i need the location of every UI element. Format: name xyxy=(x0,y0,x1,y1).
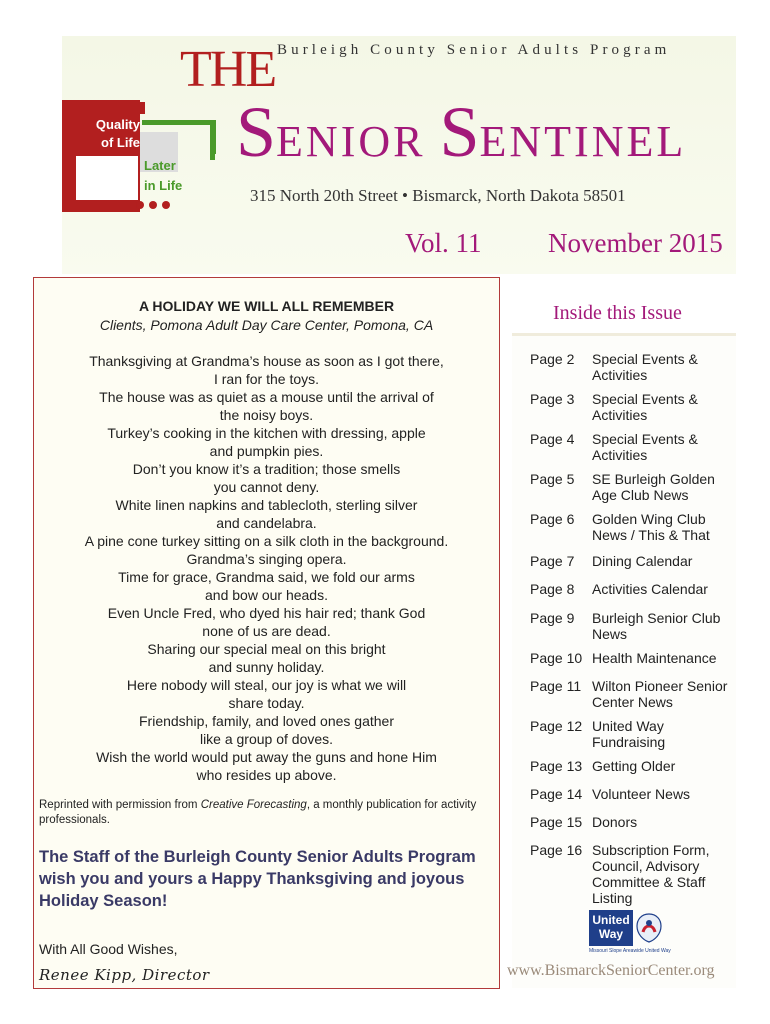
toc-desc: SE Burleigh Golden Age Club News xyxy=(592,471,715,503)
poem-line: and sunny holiday. xyxy=(208,659,325,675)
volume-number: Vol. 11 xyxy=(405,228,482,258)
toc-page: Page 3 xyxy=(530,391,575,407)
poem-line: Grandma’s singing opera. xyxy=(186,551,347,567)
toc-desc: United Way Fundraising xyxy=(592,718,666,750)
poem-line: Sharing our special meal on this bright xyxy=(147,641,386,657)
poem-line: and candelabra. xyxy=(216,515,317,531)
title-initial-s: S xyxy=(236,92,277,172)
program-logo xyxy=(62,100,222,215)
poem-line: the noisy boys. xyxy=(219,407,314,423)
poem-line: Time for grace, Grandma said, we fold our arms xyxy=(118,569,415,585)
toc-page: Page 5 xyxy=(530,471,575,487)
poem-line: Wish the world would put away the guns and hone Him xyxy=(96,749,437,765)
toc-desc: Donors xyxy=(592,814,638,830)
closing-line: With All Good Wishes, xyxy=(39,941,178,957)
toc-desc: Special Events & Activities xyxy=(592,431,698,463)
united-way-wordmark: United Way xyxy=(589,910,633,946)
toc-item xyxy=(530,758,736,774)
toc-page: Page 7 xyxy=(530,553,575,569)
title-word-entinel: ENTINEL xyxy=(479,117,687,166)
toc-item xyxy=(530,610,736,642)
toc-item xyxy=(530,678,736,710)
logo-white-block xyxy=(76,156,138,200)
united-way-hand-icon xyxy=(635,912,663,944)
staff-message: The Staff of the Burleigh County Senior Adults Program wish you and yours a Happy Thanksgiving and joyous Holiday Season! xyxy=(39,848,476,910)
poem-line: Turkey’s cooking in the kitchen with dressing, apple xyxy=(107,425,426,441)
address: 315 North 20th Street • Bismarck, North Dakota 58501 xyxy=(250,186,626,205)
website-link[interactable]: www.BismarckSeniorCenter.org xyxy=(507,962,715,979)
toc-desc: Wilton Pioneer Senior Center News xyxy=(592,678,728,710)
toc-desc: Getting Older xyxy=(592,758,676,774)
united-way-caption: Missouri Slope Areawide United Way xyxy=(589,948,671,954)
toc-page: Page 6 xyxy=(530,511,575,527)
logo-later-text: Later in Life xyxy=(144,158,183,193)
toc-page: Page 14 xyxy=(530,786,583,802)
toc-page: Page 9 xyxy=(530,610,575,626)
toc-item xyxy=(530,471,736,503)
poem-line: Thanksgiving at Grandma’s house as soon as I got there, xyxy=(89,353,444,369)
toc-item xyxy=(530,511,736,543)
toc-page: Page 10 xyxy=(530,650,583,666)
toc-desc: Special Events & Activities xyxy=(592,351,698,383)
toc-page: Page 16 xyxy=(530,842,583,858)
program-name: Burleigh County Senior Adults Program xyxy=(277,42,671,58)
toc-desc: Volunteer News xyxy=(592,786,691,802)
poem-line: Don’t you know it’s a tradition; those smells xyxy=(132,461,401,477)
toc-item xyxy=(530,391,736,423)
poem-body xyxy=(34,352,499,784)
poem-line: A pine cone turkey sitting on a silk cloth in the background. xyxy=(84,533,449,549)
article-title: A HOLIDAY WE WILL ALL REMEMBER xyxy=(138,298,395,314)
poem-line: Here nobody will steal, our joy is what we will xyxy=(126,677,407,693)
poem-line: none of us are dead. xyxy=(202,623,331,639)
poem-line: White linen napkins and tablecloth, sterling silver xyxy=(115,497,418,513)
toc-desc: Golden Wing Club News / This & That xyxy=(592,511,710,543)
poem-line: Friendship, family, and loved ones gather xyxy=(139,713,394,729)
poem-line: and bow our heads. xyxy=(205,587,328,603)
toc-page: Page 2 xyxy=(530,351,575,367)
title-initial-s2: S xyxy=(439,92,480,172)
issue-date: November 2015 xyxy=(548,228,723,258)
poem-line: I ran for the toys. xyxy=(213,371,320,387)
toc-desc: Burleigh Senior Club News xyxy=(592,610,721,642)
article-byline: Clients, Pomona Adult Day Care Center, Pomona, CA xyxy=(99,317,434,333)
title-word-enior: ENIOR xyxy=(276,117,426,166)
toc-page: Page 15 xyxy=(530,814,583,830)
toc-item xyxy=(530,650,736,666)
logo-dots xyxy=(136,201,170,209)
article-panel xyxy=(33,277,500,989)
toc-item xyxy=(530,814,736,830)
toc-item xyxy=(530,553,736,569)
title-the: THE xyxy=(180,41,276,98)
signature: Renee Kipp, Director xyxy=(39,966,210,984)
toc-item xyxy=(530,351,736,383)
logo-green-frame xyxy=(142,120,216,154)
poem-line: share today. xyxy=(228,695,305,711)
poem-line: like a group of doves. xyxy=(199,731,334,747)
sidebar-title: Inside this Issue xyxy=(553,302,682,324)
toc-item xyxy=(530,581,736,597)
toc-desc: Special Events & Activities xyxy=(592,391,698,423)
toc-page: Page 12 xyxy=(530,718,583,734)
toc-page: Page 4 xyxy=(530,431,575,447)
publication-name: Creative Forecasting xyxy=(200,799,307,811)
toc-desc: Activities Calendar xyxy=(592,581,708,597)
poem-line: The house was as quiet as a mouse until the arrival of xyxy=(99,389,434,405)
toc-page: Page 13 xyxy=(530,758,583,774)
logo-green-frame-edge xyxy=(210,120,215,160)
toc-desc: Dining Calendar xyxy=(592,553,693,569)
toc-desc: Subscription Form, Council, Advisory Committee & Staff Listing xyxy=(592,842,710,906)
logo-quality-text: Quality of Life xyxy=(95,117,140,150)
logo-bars xyxy=(114,102,145,114)
toc-item xyxy=(530,431,736,463)
poem-line: you cannot deny. xyxy=(213,479,320,495)
poem-line: and pumpkin pies. xyxy=(209,443,324,459)
toc-item xyxy=(530,718,736,750)
toc-page: Page 11 xyxy=(530,678,582,694)
toc-desc: Health Maintenance xyxy=(592,650,717,666)
toc-item xyxy=(530,786,736,802)
newsletter-title xyxy=(236,92,687,172)
toc-item xyxy=(530,842,736,906)
poem-line: who resides up above. xyxy=(196,767,337,783)
poem-line: Even Uncle Fred, who dyed his hair red; thank God xyxy=(107,605,426,621)
reprint-note: Reprinted with permission from Creative Forecasting, a monthly publication for activity professionals. xyxy=(39,799,477,826)
united-way-logo xyxy=(589,910,671,954)
toc-page: Page 8 xyxy=(530,581,575,597)
